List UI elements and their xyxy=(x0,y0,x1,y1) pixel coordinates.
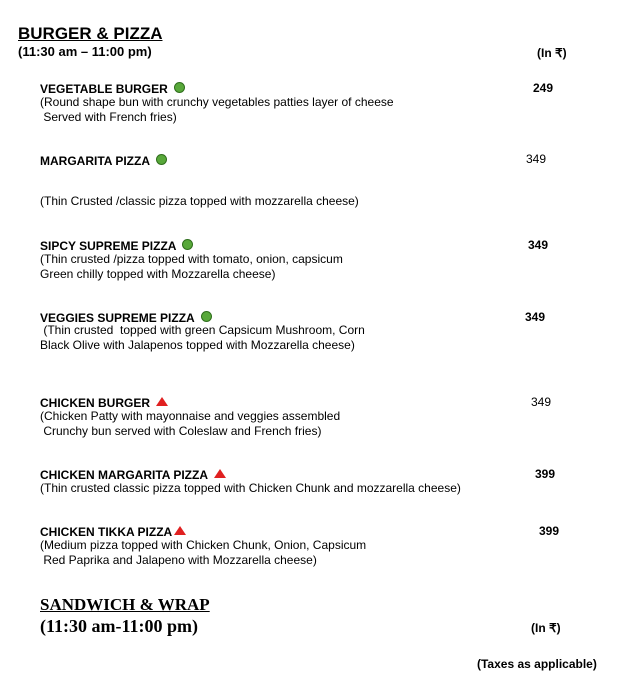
currency-unit: (In ₹) xyxy=(537,46,567,60)
item-name: CHICKEN TIKKA PIZZA xyxy=(40,525,173,539)
item-price: 349 xyxy=(526,152,547,166)
item-price: 399 xyxy=(535,467,556,481)
non-veg-icon xyxy=(214,469,226,478)
item-name: CHICKEN BURGER xyxy=(40,396,151,410)
item-description: (Chicken Patty with mayonnaise and veggies assembled Crunchy bun served with Coleslaw and French fries) xyxy=(40,409,341,438)
tax-note: (Taxes as applicable) xyxy=(477,657,597,671)
section-hours: (11:30 am – 11:00 pm) xyxy=(18,44,152,59)
veg-icon xyxy=(174,82,185,93)
item-description: (Thin crusted /pizza topped with tomato, onion, capsicum Green chilly topped with Mozzarella cheese) xyxy=(40,252,343,281)
item-price: 349 xyxy=(525,310,546,324)
currency-unit: (In ₹) xyxy=(531,621,561,635)
item-name: CHICKEN MARGARITA PIZZA xyxy=(40,468,208,482)
item-price: 249 xyxy=(533,81,554,95)
item-description: (Thin crusted classic pizza topped with Chicken Chunk and mozzarella cheese) xyxy=(40,481,461,495)
section-hours: (11:30 am-11:00 pm) xyxy=(40,616,198,636)
non-veg-icon xyxy=(156,397,168,406)
item-name: VEGGIES SUPREME PIZZA xyxy=(40,311,195,325)
item-price: 399 xyxy=(539,524,560,538)
item-description: (Medium pizza topped with Chicken Chunk, Onion, Capsicum Red Paprika and Jalapeno with Mozzarella cheese) xyxy=(40,538,367,567)
item-description: (Thin crusted topped with green Capsicum Mushroom, Corn Black Olive with Jalapenos topped with Mozzarella cheese) xyxy=(40,323,365,352)
non-veg-icon xyxy=(174,526,186,535)
section-title-burger-pizza: BURGER & PIZZA xyxy=(18,24,163,43)
menu-item-margarita-pizza xyxy=(40,152,167,170)
item-name: SIPCY SUPREME PIZZA xyxy=(40,239,177,253)
veg-icon xyxy=(182,239,193,250)
section-title-sandwich-wrap: SANDWICH & WRAP xyxy=(40,595,210,614)
veg-icon xyxy=(201,311,212,322)
item-description: (Thin Crusted /classic pizza topped with mozzarella cheese) xyxy=(40,194,359,208)
veg-icon xyxy=(156,154,167,165)
item-price: 349 xyxy=(528,238,549,252)
item-description: (Round shape bun with crunchy vegetables patties layer of cheese Served with French fries) xyxy=(40,95,394,124)
item-name: MARGARITA PIZZA xyxy=(40,154,150,168)
item-price: 349 xyxy=(531,395,552,409)
item-name: VEGETABLE BURGER xyxy=(40,82,168,96)
